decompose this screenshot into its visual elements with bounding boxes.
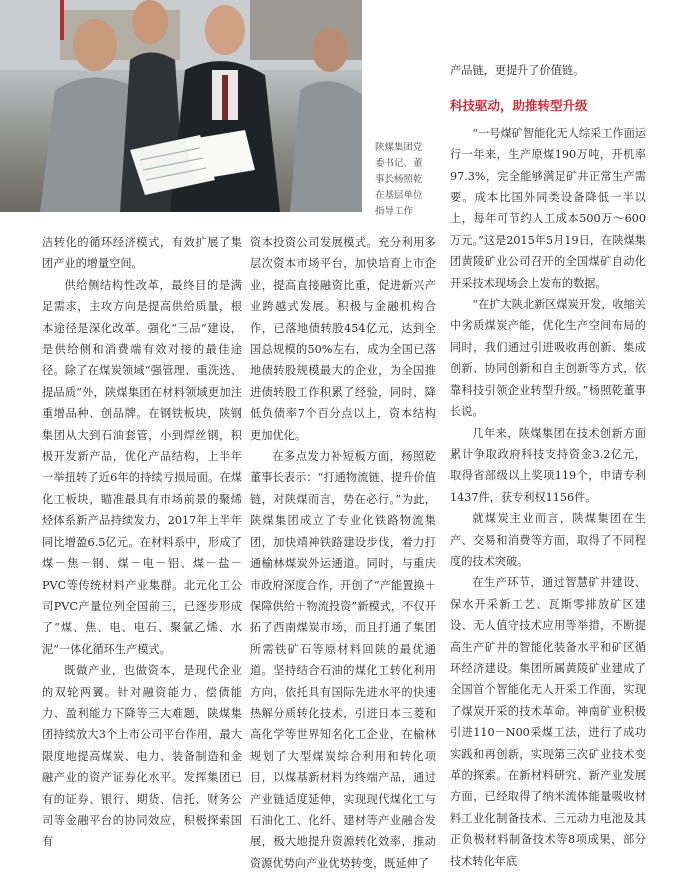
paragraph: 资本投资公司发展模式。充分利用多层次资本市场平台，加快培育上市企业，提高直接融资比重，促进新兴产业跨越式发展。积极与金融机构合作，已落地债转股454亿元，达到全国总规模的50%左右，成为全国已落地债转股规模最大的企业，为全国推进债转股工作积累了经验，同时，降低负债率7个百分点以上，资本结构更加优化。 (250, 236, 436, 442)
photo-illustration (0, 0, 362, 212)
paragraph: 几年来，陕煤集团在技术创新方面累计争取政府科技支持资金3.2亿元，取得省部级以上奖项119个，申请专利1437件，获专利权1156件。 (450, 426, 646, 504)
section-heading: 科技驱动，助推转型升级 (450, 98, 588, 114)
paragraph: 供给侧结构性改革，最终目的是满足需求，主攻方向是提高供给质量，根本途径是深化改革。强化“三品”建设，是供给侧和消费端有效对接的最佳途径。除了在煤炭领域“强管理、重洗选、提品质”外，陕煤集团在材料领域更加注重增品种、创品牌。在钢铁板块，陕钢集团从大到石油套管，小到焊丝钢，积极开发新产品，优化产品结构，上半年一举扭转了近6年的持续亏损局面。在煤化工板块，瞄准最具有市场前景的聚烯烃体系新产品持续发力，2017年上半年同比增盈6.5亿元。在材料系中，形成了煤－焦－钢、煤－电－铝、煤－盐－PVC等传统材料产业集群。北元化工公司PVC产量位列全国前三，已逐步形成了“煤、焦、电、电石、聚氯乙烯、水泥”一体化循环生产模式。 (42, 278, 242, 656)
paragraph: 在生产环节，通过智慧矿井建设、保水开采新工艺、瓦斯零排放矿区建设、无人值守技术应用等举措，不断提高生产矿井的智能化装备水平和矿区循环经济建设。集团所属黄陵矿业建成了全国首个智能化无人开采工作面，实现了煤炭开采的技术革命。神南矿业积极引进110－N00采煤工法，进行了成功实践和再创新，实现第三次矿业技术变革的探索。在新材料研究、新产业发展方面，已经取得了纳米流体能量吸收材料工业化制备技术、三元动力电池及其正负极材料制备技术等8项成果，部分技术转化年底 (450, 576, 646, 868)
photo-caption: 陕煤集团党 委书记、董 事长杨照乾 在基层单位 指导工作 (375, 142, 423, 217)
paragraph: 就煤炭主业而言，陕煤集团在生产、交易和消费等方面，取得了不同程度的技术突破。 (450, 512, 646, 568)
paragraph: 在多点发力补短板方面，杨照乾董事长表示：“打通物流链、提升价值链，对陕煤而言，势在必行。”为此，陕煤集团成立了专业化铁路物流集团，加快靖神铁路建设步伐，着力打通榆林煤炭外运通道。同时，与重庆市政府深度合作，开创了“产能置换＋保障供给＋物流投资”新模式，不仅开拓了西南煤炭市场，而且打通了集团所需铁矿石等原材料回陕的最优通道。坚持结合石油的煤化工转化利用方向，依托具有国际先进水平的快速热解分质转化技术，引进日本三菱和高化学等世界知名化工企业，在榆林规划了大型煤炭综合利用和转化项目，以煤基新材料为终端产品，通过产业链适度延伸，实现现代煤化工与石油化工、化纤、建材等产业融合发展，极大地提升资源转化效率，推动资源优势向产业优势转变，既延伸了 (250, 450, 436, 870)
paragraph: “一号煤矿智能化无人综采工作面运行一年来，生产原煤190万吨，开机率97.3%，完全能够满足矿井正常生产需要。成本比国外同类设备降低一半以上，每年可节约人工成本500万～600万元。”这是2015年5月19日，在陕煤集团黄陵矿业公司召开的全国煤矿自动化开采技术现场会上发布的数据。 (450, 126, 646, 290)
article-column-2 (250, 232, 436, 874)
paragraph: 既做产业，也做资本，是现代企业的双轮两翼。针对融资能力、偿债能力、盈利能力下降等三大难题，陕煤集团持续放大3个上市公司平台作用，最大限度地提高煤炭、电力、装备制造和金融产业的资产证券化水平。发挥集团已有的证券、银行、期货、信托、财务公司等金融平台的协同效应，积极探索国有 (42, 664, 242, 849)
article-column-1 (42, 232, 242, 853)
photo-leaders-inspecting-documents (0, 0, 362, 212)
article-column-3 (450, 60, 646, 872)
paragraph: 产品链，更提升了价值链。 (450, 64, 585, 77)
paragraph: “在扩大陕北新区煤炭开发，收缩关中劣质煤炭产能，优化生产空间布局的同时，我们通过引进吸收再创新、集成创新、协同创新和自主创新等方式，依靠科技引领企业转型升级。”杨照乾董事长说。 (450, 298, 646, 419)
paragraph: 洁转化的循环经济模式，有效扩展了集团产业的增量空间。 (42, 236, 242, 271)
